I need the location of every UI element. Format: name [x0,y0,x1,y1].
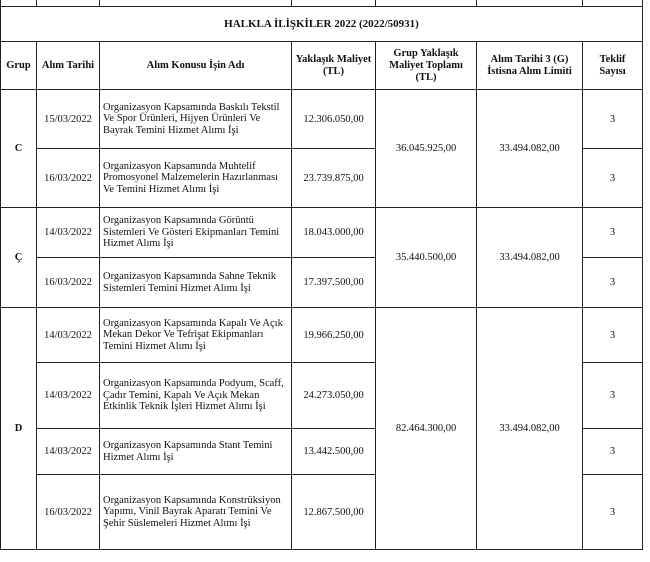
row-offers: 3 [583,429,643,475]
header-row [1,42,643,90]
row-offers: 3 [583,208,643,258]
header-subject: Alım Konusu İşin Adı [100,42,292,90]
row-offers: 3 [583,363,643,429]
group-c-total: 36.045.925,00 [376,90,477,208]
table-title: HALKLA İLİŞKİLER 2022 (2022/50931) [1,7,643,42]
group-c-label: C [1,90,37,208]
row-offers: 3 [583,258,643,308]
row-cost: 18.043.000,00 [292,208,376,258]
row-cost: 12.867.500,00 [292,475,376,550]
row-offers: 3 [583,149,643,208]
header-group: Grup [1,42,37,90]
group-cc-limit: 33.494.082,00 [477,208,583,308]
row-offers: 3 [583,308,643,363]
header-offers: Teklif Sayısı [583,42,643,90]
row-date: 14/03/2022 [37,363,100,429]
row-subject: Organizasyon Kapsamında Görüntü Sistemleri Ve Gösteri Ekipmanları Temini Hizmet Alımı İşi [100,208,292,258]
row-subject: Organizasyon Kapsamında Baskılı Tekstil Ve Spor Ürünleri, Hijyen Ürünleri Ve Bayrak Temini Hizmet Alımı İşi [100,90,292,149]
row-cost: 23.739.875,00 [292,149,376,208]
row-offers: 3 [583,90,643,149]
row-date: 14/03/2022 [37,429,100,475]
table-row [1,90,643,149]
row-date: 16/03/2022 [37,149,100,208]
group-c-limit: 33.494.082,00 [477,90,583,208]
row-date: 15/03/2022 [37,90,100,149]
table-row [1,208,643,258]
header-date: Alım Tarihi [37,42,100,90]
row-cost: 24.273.050,00 [292,363,376,429]
header-cost: Yaklaşık Maliyet (TL) [292,42,376,90]
row-date: 16/03/2022 [37,475,100,550]
row-subject: Organizasyon Kapsamında Stant Temini Hizmet Alımı İşi [100,429,292,475]
header-group-total: Grup Yaklaşık Maliyet Toplamı (TL) [376,42,477,90]
table-row [1,308,643,363]
group-d-total: 82.464.300,00 [376,308,477,550]
row-subject: Organizasyon Kapsamında Kapalı Ve Açık Mekan Dekor Ve Tefrişat Ekipmanları Temini Hizmet Alımı İşi [100,308,292,363]
row-subject: Organizasyon Kapsamında Sahne Teknik Sistemleri Temini Hizmet Alımı İşi [100,258,292,308]
row-subject: Organizasyon Kapsamında Konstrüksiyon Yapımı, Vinil Bayrak Aparatı Temini Ve Şehir Süslemeleri Hizmet Alımı İşi [100,475,292,550]
header-limit: Alım Tarihi 3 (G) İstisna Alım Limiti [477,42,583,90]
row-date: 14/03/2022 [37,308,100,363]
group-cc-total: 35.440.500,00 [376,208,477,308]
row-subject: Organizasyon Kapsamında Podyum, Scaff, Çadır Temini, Kapalı Ve Açık Mekan Etkinlik Teknik İşleri Hizmet Alımı İşi [100,363,292,429]
row-cost: 13.442.500,00 [292,429,376,475]
group-d-label: D [1,308,37,550]
row-cost: 12.306.050,00 [292,90,376,149]
row-offers: 3 [583,475,643,550]
row-cost: 19.966.250,00 [292,308,376,363]
row-date: 14/03/2022 [37,208,100,258]
row-cost: 17.397.500,00 [292,258,376,308]
group-d-limit: 33.494.082,00 [477,308,583,550]
group-cc-label: Ç [1,208,37,308]
row-subject: Organizasyon Kapsamında Muhtelif Promosyonel Malzemelerin Hazırlanması Ve Temini Hizmet Alımı İşi [100,149,292,208]
row-date: 16/03/2022 [37,258,100,308]
